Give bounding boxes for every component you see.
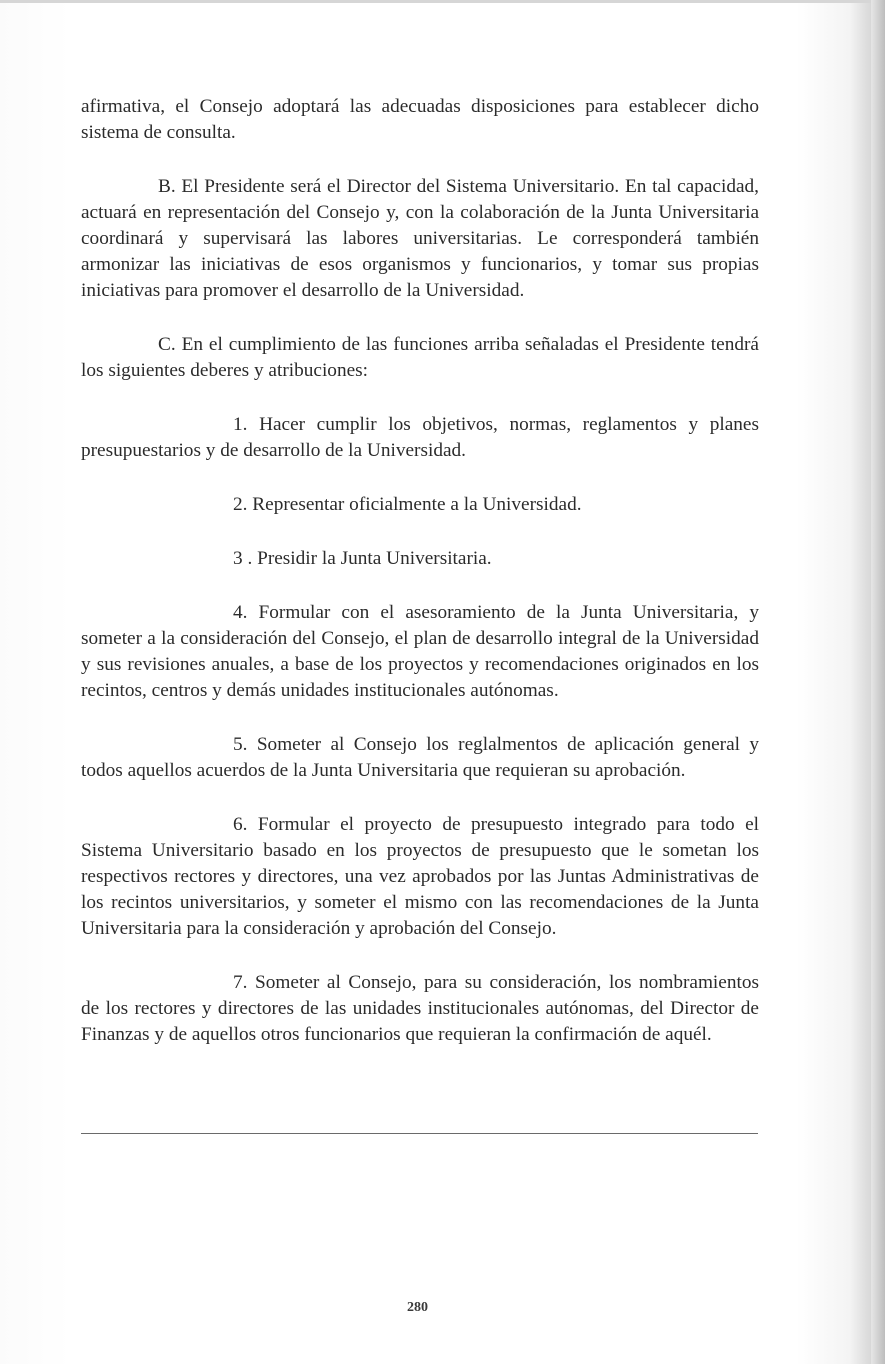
- paragraph-b: B. El Presidente será el Director del Sistema Universitario. En tal capacidad, actuará en representación del Consejo y, con la colaboración de la Junta Universitaria coordinará y supervisará las labores universitarias. Le corresponderá también armonizar las iniciativas de esos organismos y funcionarios, y tomar sus propias iniciativas para promover el desarrollo de la Universidad.: [81, 176, 759, 301]
- duty-item-2: 2. Representar oficialmente a la Universidad.: [233, 494, 582, 515]
- body-text: [81, 94, 759, 1076]
- page-right-edge: [871, 0, 885, 1364]
- paragraph-continuation: afirmativa, el Consejo adoptará las adecuadas disposiciones para establecer dicho sistema de consulta.: [81, 96, 759, 143]
- paragraph-c: C. En el cumplimiento de las funciones arriba señaladas el Presidente tendrá los siguientes deberes y atribuciones:: [81, 334, 759, 381]
- duty-item-1: 1. Hacer cumplir los objetivos, normas, reglamentos y planes presupuestarios y de desarrollo de la Universidad.: [81, 414, 759, 461]
- page-number: 280: [407, 1300, 428, 1315]
- duty-item-7: 7. Someter al Consejo, para su consideración, los nombramientos de los rectores y directores de las unidades institucionales autónomas, del Director de Finanzas y de aquellos otros funcionarios que requieran la confirmación de aquél.: [81, 972, 759, 1045]
- duty-item-5: 5. Someter al Consejo los reglalmentos de aplicación general y todos aquellos acuerdos de la Junta Universitaria que requieran su aprobación.: [81, 734, 759, 781]
- duty-item-3: 3 . Presidir la Junta Universitaria.: [233, 548, 492, 569]
- footer-rule: [81, 1133, 758, 1134]
- duty-item-4: 4. Formular con el asesoramiento de la Junta Universitaria, y someter a la consideración del Consejo, el plan de desarrollo integral de la Universidad y sus revisiones anuales, a base de los proyectos y recomendaciones originados en los recintos, centros y demás unidades institucionales autónomas.: [81, 602, 759, 701]
- page-top-edge: [0, 0, 885, 3]
- duty-item-6: 6. Formular el proyecto de presupuesto integrado para todo el Sistema Universitario basado en los proyectos de presupuesto que le sometan los respectivos rectores y directores, una vez aprobados por las Juntas Administrativas de los recintos universitarios, y someter el mismo con las recomendaciones de la Junta Universitaria para la consideración y aprobación del Consejo.: [81, 814, 759, 939]
